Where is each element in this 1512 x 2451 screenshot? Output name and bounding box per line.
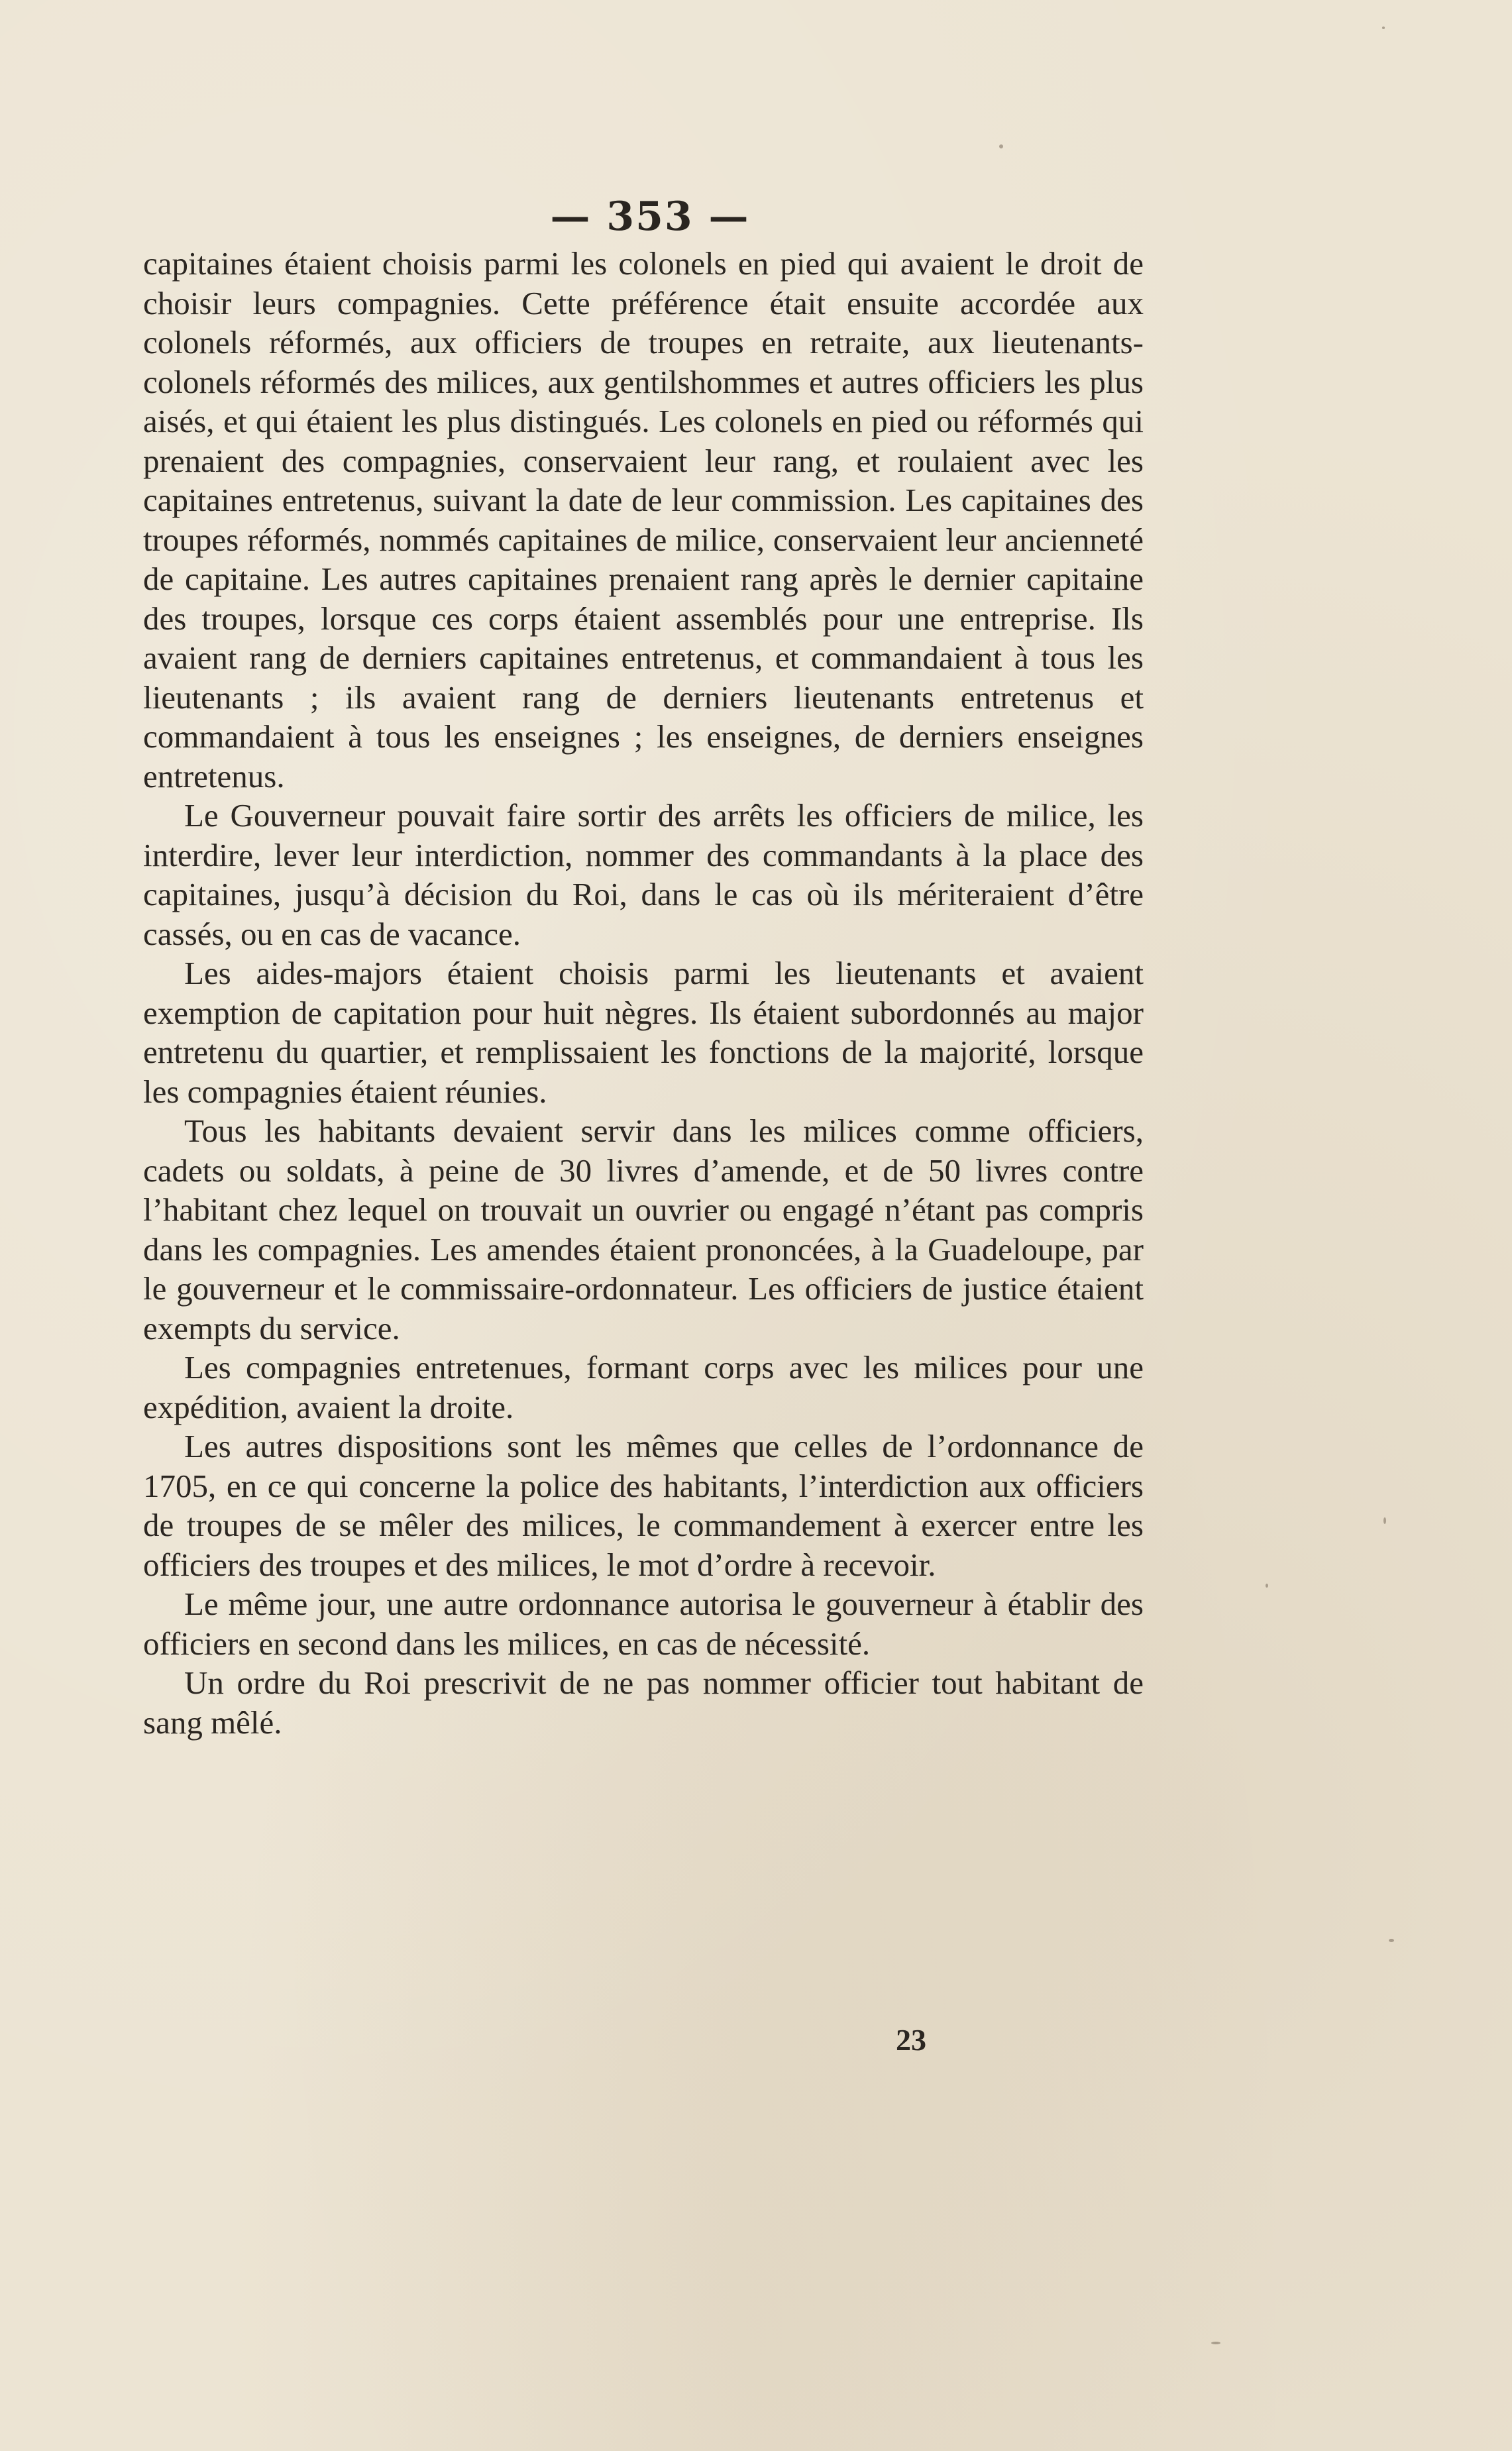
paper-speck: [999, 144, 1003, 148]
page-content: [143, 193, 1144, 1742]
paper-speck: [1266, 1584, 1268, 1588]
paper-speck: [1211, 2342, 1220, 2344]
paragraph-2: Le Gouverneur pouvait faire sortir des arrêts les officiers de milice, les interdire, lever leur interdiction, nommer des commandants à la place des capitaines, jusqu’à décision du Roi, dans le cas où ils mériteraient d’être cassés, ou en cas de vacance.: [143, 797, 1144, 952]
signature-mark: 23: [896, 2023, 926, 2057]
paper-speck: [1389, 1939, 1394, 1942]
paragraph-1: capitaines étaient choisis parmi les colonels en pied qui avaient le droit de choisir leurs compagnies. Cette préférence était ensuite accordée aux colonels réformés, aux officiers de troupes en retraite, aux lieutenants-colonels réformés des milices, aux gentilshommes et autres officiers les plus aisés, et qui étaient les plus distingués. Les colonels en pied ou réformés qui prenaient des compagnies, conservaient leur rang, et roulaient avec les capitaines entretenus, suivant la date de leur commission. Les capitaines des troupes réformés, nommés capitaines de milice, conservaient leur ancienneté de capitaine. Les autres capitaines prenaient rang après le dernier capitaine des troupes, lorsque ces corps étaient assemblés pour une entreprise. Ils avaient rang de derniers capitaines entretenus, et commandaient à tous les lieutenants ; ils avaient rang de derniers lieutenants entretenus et commandaient à tous les enseignes ; les enseignes, de derniers enseignes entretenus.: [143, 245, 1144, 794]
paragraph-6: Les autres dispositions sont les mêmes que celles de l’ordonnance de 1705, en ce qui concerne la police des habitants, l’interdiction aux officiers de troupes de se mêler des milices, le commandement à exercer entre les officiers des troupes et des milices, le mot d’ordre à recevoir.: [143, 1428, 1144, 1583]
paragraph-4: Tous les habitants devaient servir dans les milices comme officiers, cadets ou soldats, à peine de 30 livres d’amende, et de 50 livres contre l’habitant chez lequel on trouvait un ouvrier ou engagé n’étant pas compris dans les compagnies. Les amendes étaient prononcées, à la Guadeloupe, par le gouverneur et le commissaire-ordonnateur. Les officiers de justice étaient exempts du service.: [143, 1113, 1144, 1346]
page-number-header: — 353 —: [550, 193, 750, 240]
paragraph-3: Les aides-majors étaient choisis parmi les lieutenants et avaient exemption de capitation pour huit nègres. Ils étaient subordonnés au major entretenu du quartier, et remplissaient les fonctions de la majorité, lorsque les compagnies étaient réunies.: [143, 955, 1144, 1110]
paper-speck: [1382, 27, 1385, 29]
body-text: [143, 244, 1144, 1742]
paragraph-7: Le même jour, une autre ordonnance autorisa le gouverneur à établir des officiers en second dans les milices, en cas de nécessité.: [143, 1586, 1144, 1662]
paragraph-5: Les compagnies entretenues, formant corps avec les milices pour une expédition, avaient la droite.: [143, 1349, 1144, 1425]
paragraph-8: Un ordre du Roi prescrivit de ne pas nommer officier tout habitant de sang mêlé.: [143, 1664, 1144, 1741]
paper-speck: [1383, 1517, 1386, 1524]
